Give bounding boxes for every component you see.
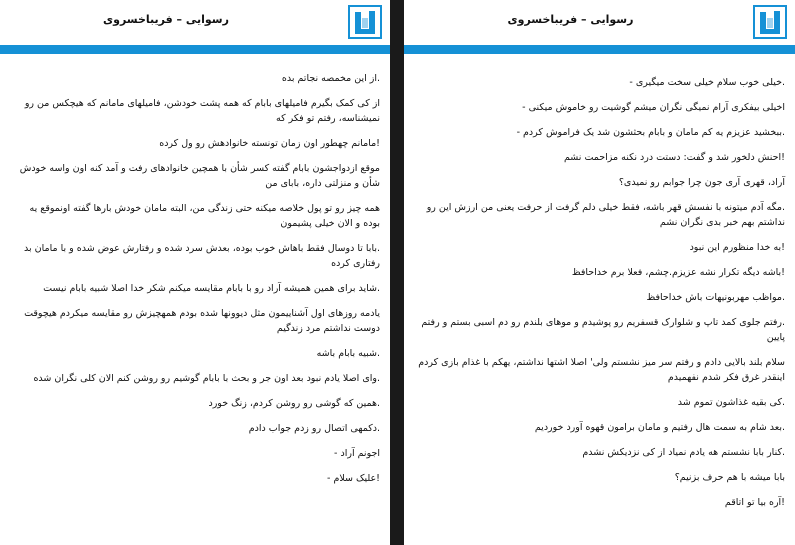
paragraph: !آره بیا تو اتاقم xyxy=(724,497,785,508)
paragraph: اخیلی بیفکری آرام نمیگی نگران میشم گوشیت رو خاموش میکنی - xyxy=(522,102,785,113)
page-header xyxy=(404,0,795,44)
page-body xyxy=(418,75,785,520)
paragraph: .دکمهی اتصال رو زدم جواب دادم xyxy=(248,423,380,434)
paragraph: موقع ازدواجشون بابام گفته کسر شأن با همچین خانوادهای رفت و آمد کنه اون واسه خودش شأن و منزلتی داره، بابای من xyxy=(19,163,380,189)
paragraph: یادمه روزهای اول آشناییمون مثل دیوونها شده بودم همهچیزش رو مقایسه میکردم هیچوقت دوست نداشتم مرد زندگیم xyxy=(24,308,380,334)
paragraph: همه چیز رو تو پول خلاصه میکنه حتی زندگی من، البته مامان خودش بارها گفته اونموقع یه بوده و الان خیلی پشیمون xyxy=(29,203,380,229)
paragraph: .همین که گوشی رو روشن کردم، زنگ خورد xyxy=(208,398,380,409)
paragraph: .شبیه بابام باشه xyxy=(316,348,380,359)
page-header xyxy=(0,0,390,44)
header-accent-bar xyxy=(0,45,390,54)
paragraph: .بعد شام به سمت هال رفتیم و مامان برامون قهوه آورد خوردیم xyxy=(534,422,785,433)
paragraph: بابا میشه با هم حرف بزنیم؟ xyxy=(674,472,785,483)
book-logo-icon xyxy=(753,5,787,39)
paragraph: سلام بلند بالایی دادم و رفتم سر میز نشستم ولی' اصلا اشتها نداشتم، یهکم با غذام بازی کردم اینقدر غرق فکر شدم نفهمیدم xyxy=(418,357,785,383)
paragraph: .کنار بابا نشستم هه یادم نمیاد از کی نزدیکش نشدم xyxy=(582,447,785,458)
paragraph: !به خدا منظورم این نبود xyxy=(689,242,785,253)
paragraph: .رفتم جلوی کمد تاپ و شلوارک قسفریم رو پوشیدم و موهای بلندم رو دم اسبی بستم و رفتم پایین xyxy=(421,317,785,343)
paragraph: .بابا تا دوسال فقط باهاش خوب بوده، بعدش سرد شده و رفتارش عوض شده و با مامان بد رفتاری کرده xyxy=(23,243,380,269)
header-accent-bar xyxy=(404,45,795,54)
paragraph: .کی بقیه غذاشون تموم شد xyxy=(677,397,785,408)
book-title: رسوایی – فریباخسروی xyxy=(507,13,634,26)
paragraph: .مواظب مهربونیهات باش خداحافظ xyxy=(646,292,785,303)
page-body xyxy=(14,71,380,496)
page-gutter xyxy=(390,0,404,545)
paragraph: !مامانم چهطور اون زمان تونسته خانوادهش رو ول کرده xyxy=(159,138,380,149)
book-logo-icon xyxy=(348,5,382,39)
paragraph: از کی کمک بگیرم فامیلهای بابام که همه پشت خودشن، فامیلهای مامانم که هیچکس من رو نمیشناسه، رفتم تو فکر که xyxy=(24,98,380,124)
paragraph: !احنش دلخور شد و گفت: دستت درد نکنه مزاحمت نشم xyxy=(563,152,785,163)
right-page xyxy=(404,0,795,545)
paragraph: .وای اصلا یادم نبود بعد اون جر و بحث با بابام گوشیم رو روشن کنم الان کلی نگران شده xyxy=(33,373,380,384)
paragraph: اجونم آراد - xyxy=(334,448,380,459)
left-page xyxy=(0,0,390,545)
paragraph: .از این مخمصه نجاتم بده xyxy=(281,73,380,84)
paragraph: .ببخشید عزیزم یه کم مامان و بابام بحثشون شد یک فراموش کردم - xyxy=(516,127,785,138)
paragraph: .شاید برای همین همیشه آراد رو با بابام مقایسه میکنم شکر خدا اصلا شبیه بابام نیست xyxy=(43,283,380,294)
book-title: رسوایی – فریباخسروی xyxy=(103,13,229,26)
paragraph: !باشه دیگه تکرار نشه عزیزم.چشم، فعلا برم خداحافظ xyxy=(571,267,785,278)
paragraph: !علیک سلام - xyxy=(327,473,380,484)
paragraph: .مگه آدم میتونه با نفسش قهر باشه، فقط خیلی دلم گرفت از حرفت یعنی من ارزش این رو نداشتم بهم خبر بدی نگران نشم xyxy=(426,202,785,228)
paragraph: آراد، قهری آری جون چرا جوابم رو نمیدی؟ xyxy=(618,177,785,188)
paragraph: .خیلی خوب سلام خیلی سخت میگیری - xyxy=(629,77,785,88)
